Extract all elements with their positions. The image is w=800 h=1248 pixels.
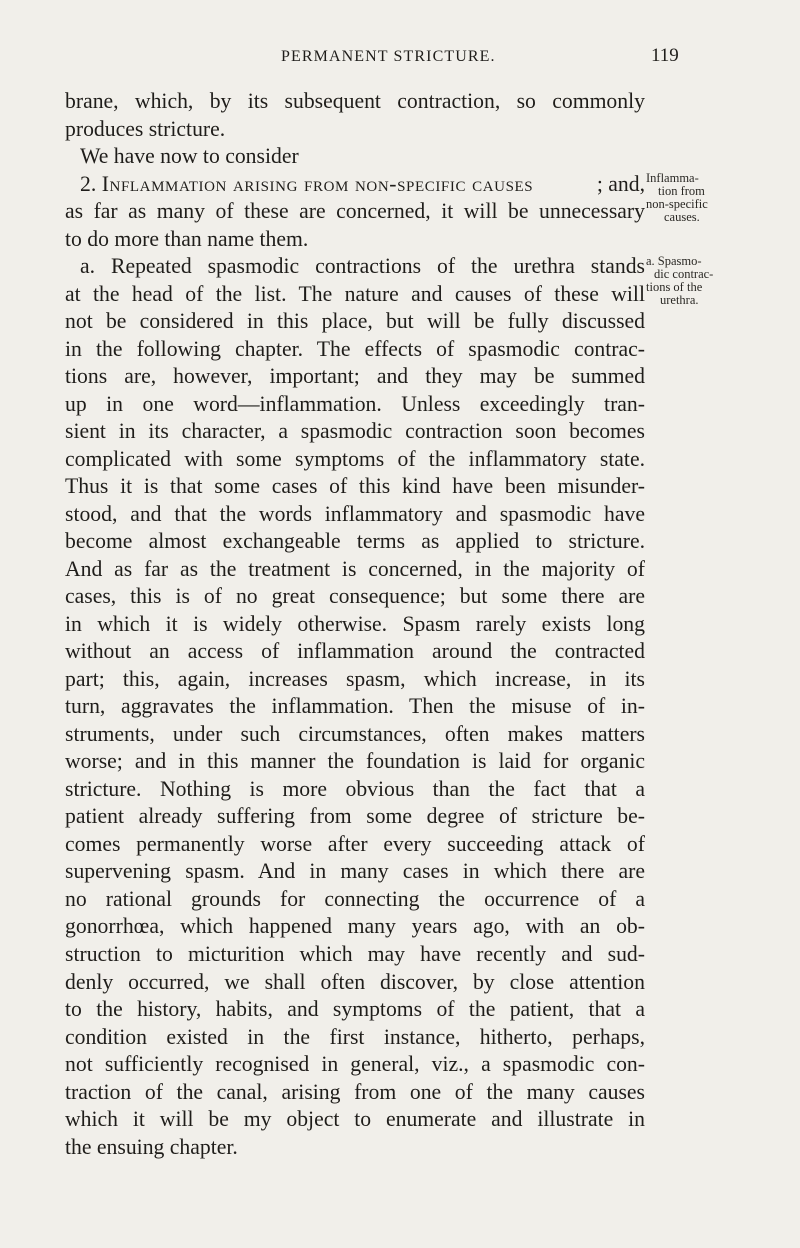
margin-note-line: dic contrac- [654, 267, 714, 281]
margin-note-line: Inflamma- [646, 171, 699, 185]
text-line: to do more than name them. [65, 226, 309, 251]
margin-note-line: non-specific [646, 197, 708, 211]
text-line: sient in its character, a spasmodic contraction soon becomes [65, 419, 645, 444]
text-line: the ensuing chapter. [65, 1134, 238, 1159]
text-line: denly occurred, we shall often discover, by close attention [65, 969, 645, 994]
section-heading: Inflammation arising from non-specific causes [101, 171, 534, 196]
text-line: not be considered in this place, but will be fully discussed [65, 309, 645, 334]
text-line: brane, which, by its subsequent contraction, so commonly [65, 89, 645, 113]
text-line: traction of the canal, arising from one of the many causes [65, 1079, 645, 1104]
text-line: part; this, again, increases spasm, which increase, in its [65, 666, 645, 691]
text-line: without an access of inflammation around the contracted [65, 639, 645, 664]
text-line: supervening spasm. And in many cases in which there are [65, 859, 645, 884]
text-line: patient already suffering from some degree of stricture be- [65, 804, 645, 829]
text-line: stood, and that the words inflammatory and spasmodic have [65, 501, 645, 526]
text-line: Thus it is that some cases of this kind have been misunder- [65, 474, 645, 499]
section-heading-line [65, 171, 645, 199]
text-line: cases, this is of no great consequence; but some there are [65, 584, 645, 609]
text-line: And as far as the treatment is concerned, in the majority of [65, 556, 645, 581]
text-line: complicated with some symptoms of the inflammatory state. [65, 446, 645, 471]
main-text [65, 88, 645, 1161]
section-number: 2. Inflammation arising from non-specific causes [80, 171, 534, 196]
margin-note-spasmodic [646, 255, 776, 307]
text-line: up in one word—inflammation. Unless exceedingly tran- [65, 391, 645, 416]
margin-note-line: urethra. [660, 293, 699, 307]
text-line: in which it is widely otherwise. Spasm rarely exists long [65, 611, 645, 636]
text-line: to the history, habits, and symptoms of the patient, that a [65, 997, 645, 1022]
text-line: tions are, however, important; and they may be summed [65, 364, 645, 389]
text-line: condition existed in the first instance, hitherto, perhaps, [65, 1024, 645, 1049]
text-line: comes permanently worse after every succeeding attack of [65, 831, 645, 856]
page-number: 119 [651, 45, 679, 66]
text-line: gonorrhœa, which happened many years ago, with an ob- [65, 914, 645, 939]
margin-note-line: tion from [658, 184, 705, 198]
text-line: worse; and in this manner the foundation is laid for organic [65, 749, 645, 774]
margin-note-line: a. Spasmo- [646, 254, 702, 268]
text-line: struction to micturition which may have recently and sud- [65, 941, 645, 966]
text-line: struments, under such circumstances, often makes matters [65, 721, 645, 746]
running-head-title: PERMANENT STRICTURE. [281, 48, 496, 65]
text-line: no rational grounds for connecting the occurrence of a [65, 886, 645, 911]
text-line: We have now to consider [80, 144, 299, 169]
text-line: become almost exchangeable terms as applied to stricture. [65, 529, 645, 554]
margin-note-inflammation [646, 172, 776, 224]
text-line: not sufficiently recognised in general, viz., a spasmodic con- [65, 1052, 645, 1077]
text-line: turn, aggravates the inflammation. Then the misuse of in- [65, 694, 645, 719]
margin-note-line: causes. [664, 210, 700, 224]
text-line: at the head of the list. The nature and causes of these will [65, 281, 645, 306]
text-line: produces stricture. [65, 116, 226, 141]
running-header [0, 40, 800, 70]
text-line: which it will be my object to enumerate and illustrate in [65, 1107, 645, 1132]
text-line: in the following chapter. The effects of spasmodic contrac- [65, 336, 645, 361]
margin-note-line: tions of the [646, 280, 703, 294]
section-heading-tail: ; and, [596, 171, 645, 196]
text-line: as far as many of these are concerned, it will be unnecessary [65, 199, 645, 224]
text-line: stricture. Nothing is more obvious than the fact that a [65, 776, 645, 801]
text-line: a. Repeated spasmodic contractions of the urethra stands [80, 254, 645, 279]
